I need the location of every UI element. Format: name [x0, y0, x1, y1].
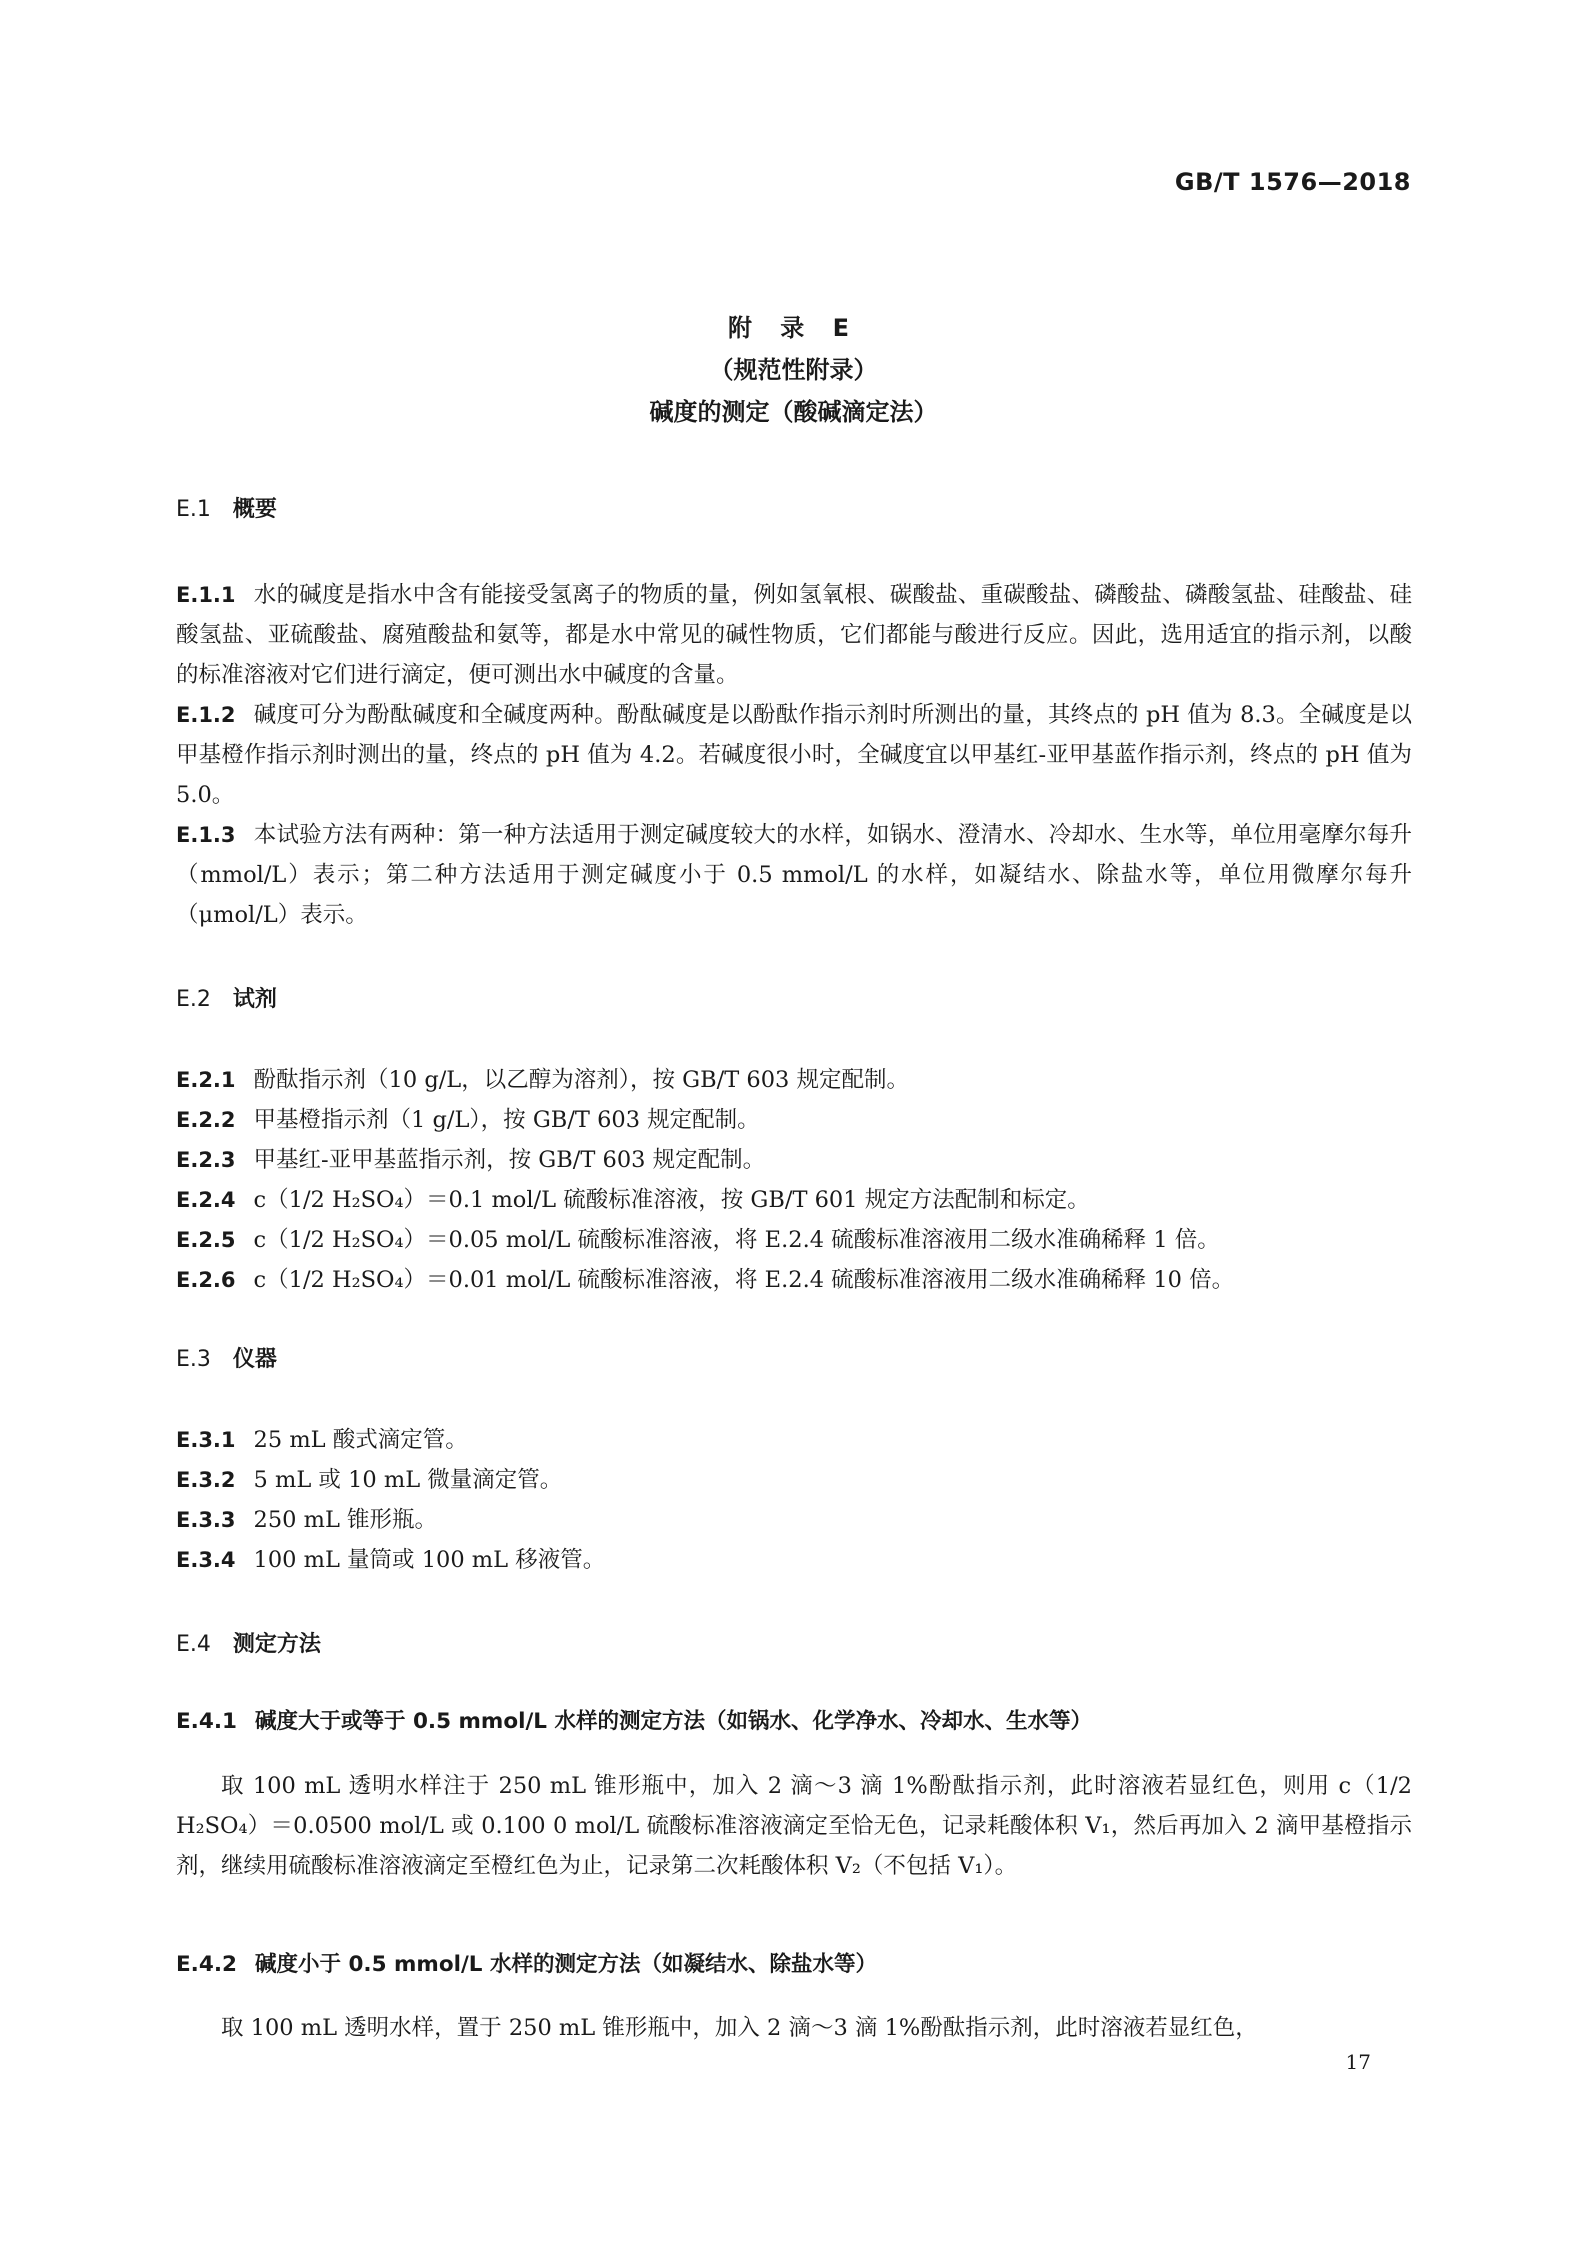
clause-text: c（1/2 H₂SO₄）＝0.05 mol/L 硫酸标准溶液，将 E.2.4 硫酸标准溶液用二级水准确稀释 1 倍。: [253, 1227, 1220, 1253]
clause-number: E.2.6: [176, 1268, 236, 1292]
subsection-title: 碱度大于或等于 0.5 mmol/L 水样的测定方法（如锅水、化学净水、冷却水、生水等）: [254, 1709, 1092, 1734]
clause: [176, 1180, 1412, 1220]
clause-number: E.1.2: [176, 703, 236, 727]
section-e2: [176, 980, 1412, 1020]
clause-text: 25 mL 酸式滴定管。: [253, 1427, 468, 1453]
paragraph: 取 100 mL 透明水样注于 250 mL 锥形瓶中，加入 2 滴～3 滴 1%酚酞指示剂，此时溶液若显红色，则用 c（1/2 H₂SO₄）＝0.0500 mol/L 或 0.100 0 mol/L 硫酸标准溶液滴定至恰无色，记录耗酸体积 V₁，然后再加入 2 滴甲基橙指示剂，继续用硫酸标准溶液滴定至橙红色为止，记录第二次耗酸体积 V₂（不包括 V₁）。: [176, 1773, 1412, 1879]
section-e3-clauses: [176, 1420, 1412, 1580]
subsection-number: E.4.2: [176, 1952, 237, 1977]
clause-text: 水的碱度是指水中含有能接受氢离子的物质的量，例如氢氧根、碳酸盐、重碳酸盐、磷酸盐、磷酸氢盐、硅酸盐、硅酸氢盐、亚硫酸盐、腐殖酸盐和氨等，都是水中常见的碱性物质，它们都能与酸进行反应。因此，选用适宜的指示剂，以酸的标准溶液对它们进行滴定，便可测出水中碱度的含量。: [176, 582, 1412, 688]
subsection-e41: [176, 1702, 1412, 1742]
clause: [176, 815, 1412, 935]
annex-name: 碱度的测定（酸碱滴定法）: [649, 398, 938, 426]
section-e1: [176, 490, 1412, 530]
subsection-e42-body: [176, 2008, 1412, 2048]
section-e4: [176, 1625, 1412, 1665]
section-title: 概要: [232, 497, 277, 522]
section-number: E.3: [176, 1347, 211, 1372]
clause-number: E.3.3: [176, 1508, 236, 1532]
section-number: E.4: [176, 1632, 211, 1657]
page-number: 17: [1345, 2050, 1371, 2074]
clause-number: E.1.1: [176, 583, 236, 607]
clause: [176, 1500, 1412, 1540]
clause-text: 本试验方法有两种：第一种方法适用于测定碱度较大的水样，如锅水、澄清水、冷却水、生水等，单位用毫摩尔每升（mmol/L）表示；第二种方法适用于测定碱度小于 0.5 mmol/L 的水样，如凝结水、除盐水等，单位用微摩尔每升（μmol/L）表示。: [176, 822, 1412, 928]
section-title: 测定方法: [232, 1632, 321, 1657]
clause: [176, 575, 1412, 695]
clause-number: E.3.4: [176, 1548, 236, 1572]
clause: [176, 1140, 1412, 1180]
section-number: E.2: [176, 987, 211, 1012]
clause: [176, 1060, 1412, 1100]
section-heading: [176, 1625, 1412, 1665]
clause-number: E.2.2: [176, 1108, 236, 1132]
clause-number: E.3.2: [176, 1468, 236, 1492]
clause-text: c（1/2 H₂SO₄）＝0.1 mol/L 硫酸标准溶液，按 GB/T 601 规定方法配制和标定。: [253, 1187, 1090, 1213]
standard-code: GB/T 1576—2018: [1174, 168, 1411, 196]
subsection-heading: [176, 1945, 1412, 1985]
clause: [176, 1460, 1412, 1500]
clause-number: E.2.1: [176, 1068, 236, 1092]
clause-text: 甲基红-亚甲基蓝指示剂，按 GB/T 603 规定配制。: [253, 1147, 766, 1173]
subsection-title: 碱度小于 0.5 mmol/L 水样的测定方法（如凝结水、除盐水等）: [254, 1952, 877, 1977]
clause-number: E.1.3: [176, 823, 236, 847]
section-number: E.1: [176, 497, 211, 522]
clause-number: E.3.1: [176, 1428, 236, 1452]
clause-number: E.2.5: [176, 1228, 236, 1252]
clause-text: 100 mL 量筒或 100 mL 移液管。: [253, 1547, 606, 1573]
section-e3: [176, 1340, 1412, 1380]
section-title: 仪器: [232, 1347, 277, 1372]
clause: [176, 1260, 1412, 1300]
clause-text: c（1/2 H₂SO₄）＝0.01 mol/L 硫酸标准溶液，将 E.2.4 硫酸标准溶液用二级水准确稀释 10 倍。: [253, 1267, 1235, 1293]
clause-number: E.2.3: [176, 1148, 236, 1172]
section-heading: [176, 490, 1412, 530]
clause: [176, 1220, 1412, 1260]
clause-text: 250 mL 锥形瓶。: [253, 1507, 438, 1533]
section-e2-clauses: [176, 1060, 1412, 1300]
clause: [176, 1540, 1412, 1580]
clause: [176, 1100, 1412, 1140]
clause-text: 碱度可分为酚酞碱度和全碱度两种。酚酞碱度是以酚酞作指示剂时所测出的量，其终点的 pH 值为 8.3。全碱度是以甲基橙作指示剂时测出的量，终点的 pH 值为 4.2。若碱度很小时，全碱度宜以甲基红-亚甲基蓝作指示剂，终点的 pH 值为 5.0。: [176, 702, 1412, 808]
clause-text: 甲基橙指示剂（1 g/L），按 GB/T 603 规定配制。: [253, 1107, 760, 1133]
clause-number: E.2.4: [176, 1188, 236, 1212]
clause: [176, 1420, 1412, 1460]
section-e1-clauses: [176, 575, 1412, 935]
clause: [176, 695, 1412, 815]
annex-type: （规范性附录）: [709, 356, 878, 384]
clause-text: 5 mL 或 10 mL 微量滴定管。: [253, 1467, 563, 1493]
clause-text: 酚酞指示剂（10 g/L，以乙醇为溶剂），按 GB/T 603 规定配制。: [253, 1067, 909, 1093]
section-heading: [176, 1340, 1412, 1380]
subsection-heading: [176, 1702, 1412, 1742]
paragraph: 取 100 mL 透明水样，置于 250 mL 锥形瓶中，加入 2 滴～3 滴 1%酚酞指示剂，此时溶液若显红色，: [221, 2015, 1258, 2041]
annex-title: 附 录 E: [727, 314, 860, 342]
section-heading: [176, 980, 1412, 1020]
section-title: 试剂: [232, 987, 277, 1012]
subsection-e42: [176, 1945, 1412, 1985]
subsection-e41-body: [176, 1766, 1412, 1886]
subsection-number: E.4.1: [176, 1709, 237, 1734]
